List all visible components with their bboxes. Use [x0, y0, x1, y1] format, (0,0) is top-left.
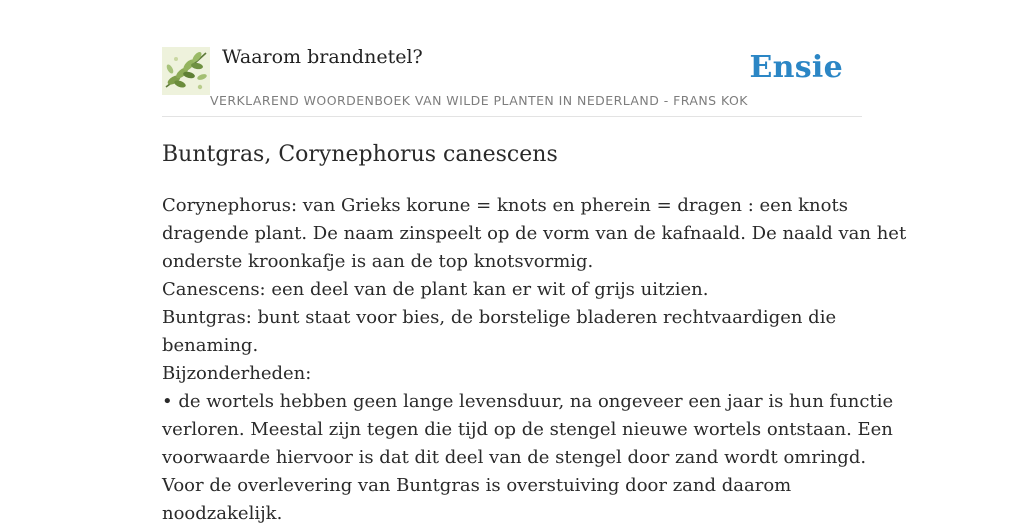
book-header: [162, 44, 862, 117]
entry-content: [162, 137, 907, 528]
entry-line: Canescens: een deel van de plant kan er wit of grijs uitzien.: [162, 279, 709, 300]
entry-line: Corynephorus: van Grieks korune = knots en pherein = dragen : een knots: [162, 195, 848, 216]
entry-line: Voor de overlevering van Buntgras is overstuiving door zand daarom: [162, 475, 792, 496]
book-title[interactable]: Waarom brandnetel?: [222, 46, 423, 68]
plant-thumbnail-icon[interactable]: [162, 47, 210, 95]
entry-line: benaming.: [162, 335, 259, 356]
entry-line: voorwaarde hiervoor is dat dit deel van de stengel door zand wordt omringd.: [162, 447, 867, 468]
entry-line: Buntgras: bunt staat voor bies, de borstelige bladeren rechtvaardigen die: [162, 307, 837, 328]
book-subtitle[interactable]: VERKLAREND WOORDENBOEK VAN WILDE PLANTEN IN NEDERLAND - FRANS KOK: [210, 93, 748, 108]
entry-line: onderste kroonkafje is aan de top knotsvormig.: [162, 251, 594, 272]
entry-line: verloren. Meestal zijn tegen die tijd op de stengel nieuwe wortels ontstaan. Een: [162, 419, 893, 440]
leaf-illustration: [162, 47, 210, 95]
entry-body: [162, 192, 907, 528]
entry-title: Buntgras, Corynephorus canescens: [162, 142, 558, 167]
entry-line: Bijzonderheden:: [162, 363, 312, 384]
entry-line: dragende plant. De naam zinspeelt op de vorm van de kafnaald. De naald van het: [162, 223, 907, 244]
ensie-logo[interactable]: Ensie: [749, 50, 843, 85]
entry-line: noodzakelijk.: [162, 503, 283, 524]
entry-line: • de wortels hebben geen lange levensduur, na ongeveer een jaar is hun functie: [162, 391, 894, 412]
